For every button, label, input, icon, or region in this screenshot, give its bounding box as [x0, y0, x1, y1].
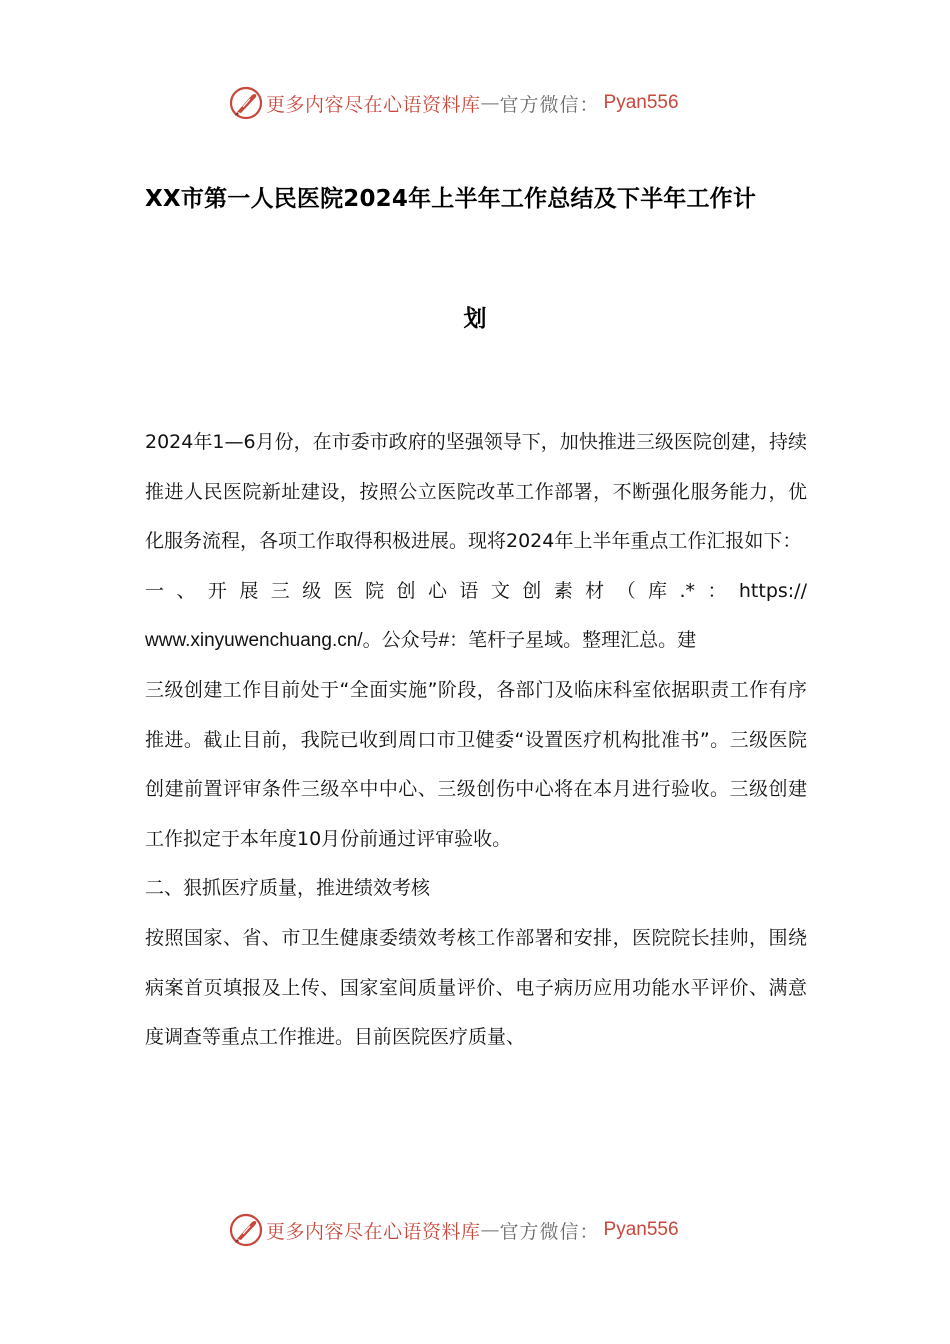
watermark-separator: —: [480, 1219, 500, 1241]
watermark-official-label: 官方微信：: [499, 93, 600, 116]
quill-pen-icon: [228, 85, 264, 121]
document-title-line-2: 划: [463, 306, 487, 332]
watermark-separator: —: [480, 92, 500, 114]
watermark-banner-bottom: [228, 1210, 679, 1250]
quill-pen-icon: [228, 1212, 264, 1248]
watermark-brand-text: 更多内容尽在心语资料库: [266, 1220, 481, 1243]
section-2-paragraph: 按照国家、省、市卫生健康委绩效考核工作部署和安排，医院院长挂帅，围绕病案首页填报及上传、国家室间质量评价、电子病历应用功能水平评价、满意度调查等重点工作推进。目前医院医疗质量、: [145, 926, 807, 1049]
intro-paragraph: 2024年1—6月份，在市委市政府的坚强领导下，加快推进三级医院创建，持续推进人民医院新址建设，按照公立医院改革工作部署，不断强化服务能力，优化服务流程，各项工作取得积极进展。现将2024年上半年重点工作汇报如下：: [145, 431, 807, 553]
section-2-heading: 二、狠抓医疗质量，推进绩效考核: [145, 877, 431, 900]
section-1-heading: 一、开展三级医院创心语文创素材（库.*：https://: [145, 579, 807, 602]
section-1-paragraph: 三级创建工作目前处于“全面实施”阶段，各部门及临床科室依据职责工作有序推进。截止目前，我院已收到周口市卫健委“设置医疗机构批准书”。三级医院创建前置评审条件三级卒中中心、三级创伤中心将在本月进行验收。三级创建工作拟定于本年度10月份前通过评审验收。: [145, 678, 807, 850]
watermark-wechat-id: Pyan556: [603, 92, 679, 113]
watermark-brand-text: 更多内容尽在心语资料库: [266, 93, 481, 116]
watermark-wechat-id: Pyan556: [603, 1219, 679, 1240]
watermark-official-label: 官方微信：: [499, 1220, 600, 1243]
watermark-banner-top: [228, 83, 679, 123]
document-title-line-1: XX市第一人民医院2024年上半年工作总结及下半年工作计: [145, 186, 757, 212]
section-1-heading-continued: www.xinyuwenchuang.cn/。公众号#：笔杆子星域。整理汇总。建: [145, 630, 697, 652]
document-body: [145, 418, 807, 1063]
